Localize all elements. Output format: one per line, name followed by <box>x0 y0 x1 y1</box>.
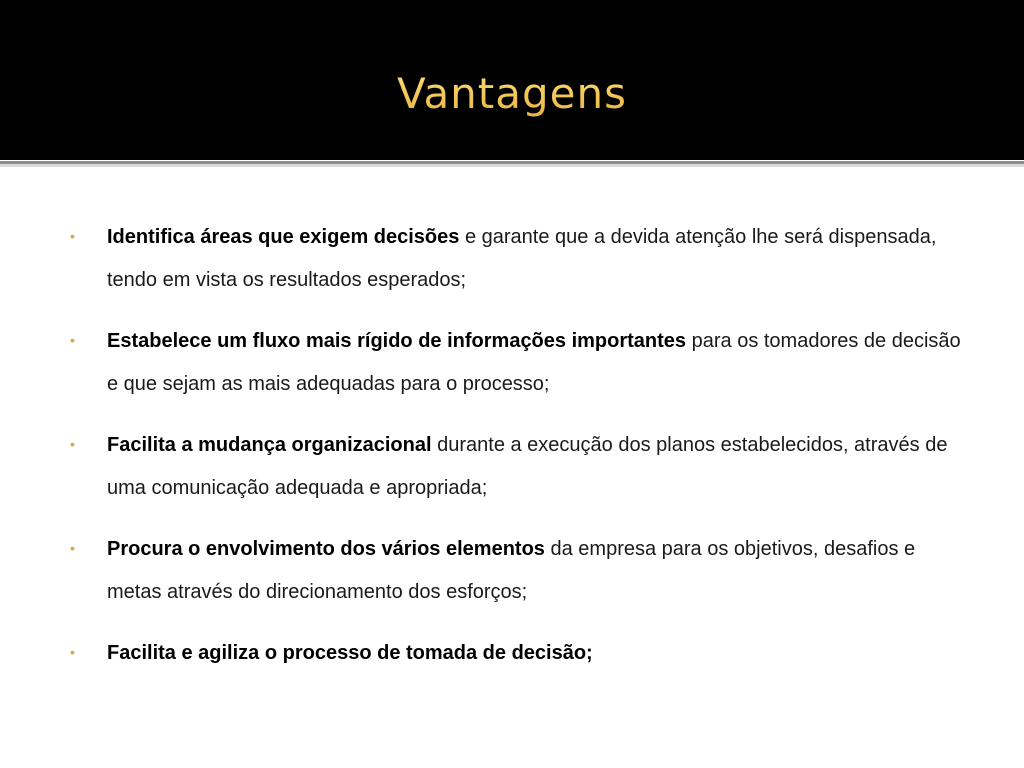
bullet-item <box>70 632 970 675</box>
bullet-icon: • <box>70 644 75 660</box>
bullet-bold-text: Estabelece um fluxo mais rígido de informações importantes <box>107 330 687 352</box>
bullet-bold-text: Identifica áreas que exigem decisões <box>107 226 460 248</box>
bullet-icon: • <box>70 228 75 244</box>
bullet-item <box>70 528 970 614</box>
divider-line-shadow <box>0 164 1024 167</box>
bullet-text: durante a execução dos planos estabelecidos, através de uma comunicação adequada e apropriada; <box>107 434 948 499</box>
bullet-item <box>70 216 970 302</box>
bullet-text: e garante que a devida atenção lhe será dispensada, tendo em vista os resultados esperados; <box>107 226 937 291</box>
bullet-item <box>70 424 970 510</box>
slide-title: Vantagens <box>0 66 1024 122</box>
bullet-bold-text: Facilita a mudança organizacional <box>107 434 432 456</box>
bullet-icon: • <box>70 436 75 452</box>
bullet-item <box>70 320 970 406</box>
bullet-icon: • <box>70 540 75 556</box>
bullet-list <box>70 216 970 693</box>
bullet-icon: • <box>70 332 75 348</box>
bullet-text: para os tomadores de decisão e que sejam as mais adequadas para o processo; <box>107 330 961 395</box>
bullet-bold-text: Procura o envolvimento dos vários elementos <box>107 538 545 560</box>
title-bar <box>0 0 1024 160</box>
bullet-bold-text: Facilita e agiliza o processo de tomada de decisão; <box>107 642 593 664</box>
bullet-text: da empresa para os objetivos, desafios e metas através do direcionamento dos esforços; <box>107 538 916 603</box>
